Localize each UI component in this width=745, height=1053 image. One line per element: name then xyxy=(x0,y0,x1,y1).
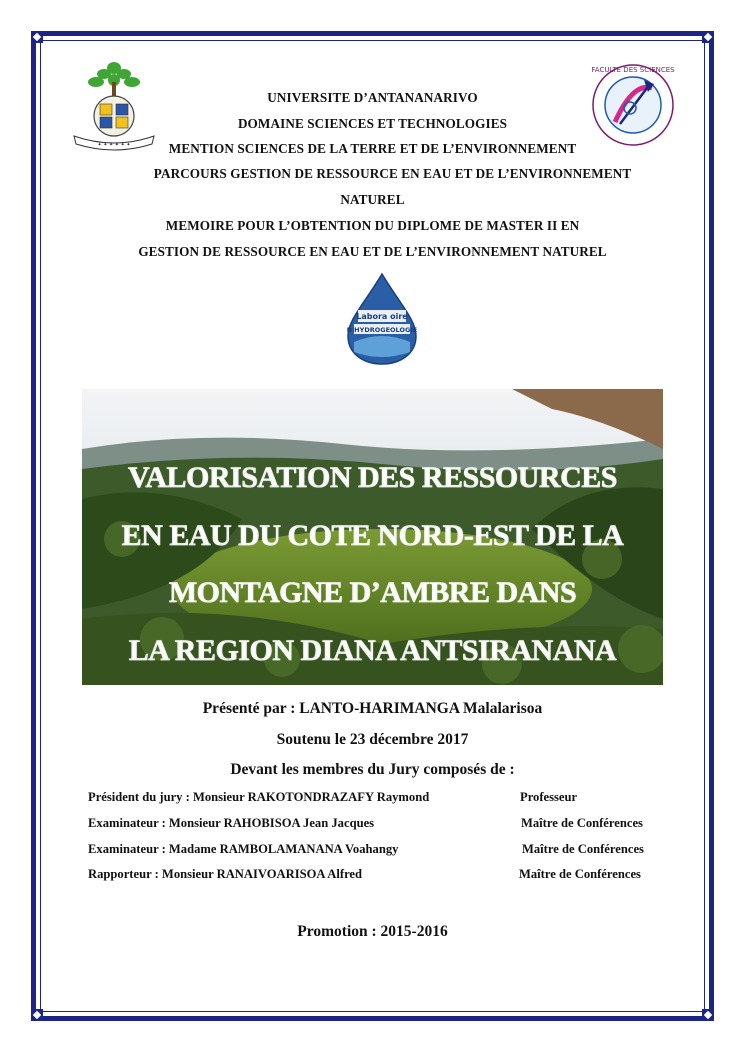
svg-text:FACULTE DES SCIENCES: FACULTE DES SCIENCES xyxy=(591,66,675,74)
jury-member-title: Professeur xyxy=(520,790,578,804)
presented-by: Présenté par : LANTO-HARIMANGA Malalarisoa xyxy=(202,700,543,717)
title-line-2: EN EAU DU COTE NORD-EST DE LA xyxy=(121,519,624,552)
promotion: Promotion : 2015-2016 xyxy=(297,923,448,940)
svg-text:Labora oire: Labora oire xyxy=(356,312,408,321)
svg-text:✦ ✦ ✦ ✦ ✦ ✦: ✦ ✦ ✦ ✦ ✦ ✦ xyxy=(97,142,131,148)
jury-member-role: Président du jury : Monsieur RAKOTONDRAZAFY Raymond xyxy=(88,790,430,804)
jury-member-title: Maître de Conférences xyxy=(519,867,641,881)
jury-member-row xyxy=(88,867,678,885)
jury-member-title: Maître de Conférences xyxy=(522,842,644,856)
title-line-1: VALORISATION DES RESSOURCES xyxy=(128,461,617,494)
corner-ornament xyxy=(702,1009,714,1021)
memoire-line-2: GESTION DE RESSOURCE EN EAU ET DE L’ENVIRONNEMENT NATUREL xyxy=(138,244,607,259)
defense-date: Soutenu le 23 décembre 2017 xyxy=(276,731,469,748)
jury-member-role: Examinateur : Monsieur RAHOBISOA Jean Jacques xyxy=(88,816,375,830)
hydrogeology-lab-icon xyxy=(340,270,424,368)
mention-name: MENTION SCIENCES DE LA TERRE ET DE L’ENVIRONNEMENT xyxy=(168,141,577,156)
title-line-4: LA REGION DIANA ANTSIRANANA xyxy=(128,634,617,667)
jury-member-row xyxy=(88,790,678,808)
title-line-3: MONTAGNE D’AMBRE DANS xyxy=(168,576,577,609)
cover-photo xyxy=(82,389,663,685)
jury-member-role: Rapporteur : Monsieur RANAIVOARISOA Alfred xyxy=(88,867,363,881)
memoire-line-1: MEMOIRE POUR L’OBTENTION DU DIPLOME DE MASTER II EN xyxy=(165,218,580,233)
corner-ornament xyxy=(31,1009,43,1021)
corner-ornament xyxy=(702,31,714,43)
jury-member-title: Maître de Conférences xyxy=(521,816,643,830)
corner-ornament xyxy=(31,31,43,43)
jury-member-row xyxy=(88,816,678,834)
university-seal-icon xyxy=(68,58,160,154)
domain-name: DOMAINE SCIENCES ET TECHNOLOGIES xyxy=(237,116,508,131)
jury-member-row xyxy=(88,842,678,860)
parcours-line-1: PARCOURS GESTION DE RESSOURCE EN EAU ET DE L’ENVIRONNEMENT xyxy=(153,166,632,181)
jury-member-role: Examinateur : Madame RAMBOLAMANANA Voahangy xyxy=(88,842,399,856)
university-name: UNIVERSITE D’ANTANANARIVO xyxy=(267,90,478,105)
parcours-line-2: NATUREL xyxy=(340,192,405,207)
jury-intro: Devant les membres du Jury composés de : xyxy=(230,761,515,778)
svg-text:D'HYDROGEOLOGIE: D'HYDROGEOLOGIE xyxy=(346,326,418,334)
